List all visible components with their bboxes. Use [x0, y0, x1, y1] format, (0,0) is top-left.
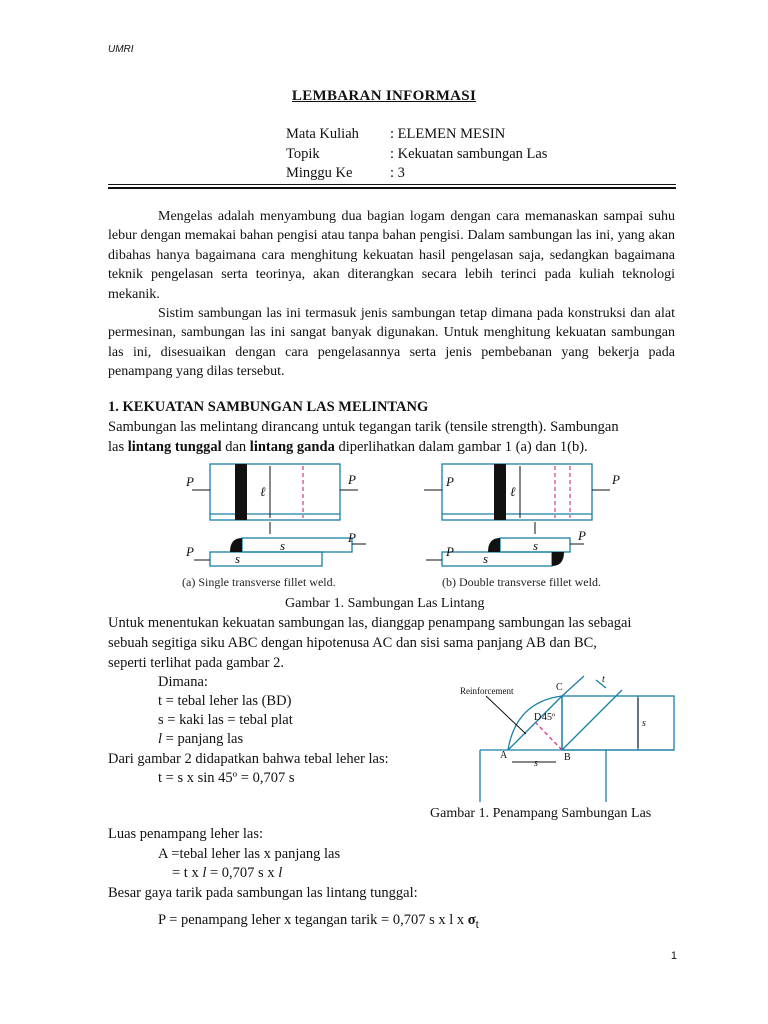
dimana-label: Dimana: [158, 674, 208, 690]
intro-paragraph-1: Mengelas adalah menyambung dua bagian logam dengan cara memanaskan sampai suhu lebur dengan memakai bahan pengisi atau tanpa bahan pengisi. Dalam sambungan las ini, yang akan dibahas hanya bagaimana cara menghitung kekuatan hasil pengelasan saja, sedangkan bagaimana teknik pengelasan serta teorinya, akan diterangkan secara lebih terinci pada kuliah teknologi mekanik. [108, 209, 675, 302]
load-label: P [578, 528, 586, 543]
size-label: s [235, 551, 241, 566]
load-label: P [186, 544, 194, 559]
figure-2-weld-cross-section [456, 674, 676, 804]
meta-row-topic [286, 146, 547, 163]
hypotenuse [508, 696, 562, 750]
leg-label: s [534, 758, 538, 769]
derived-line: Dari gambar 2 didapatkan bahwa tebal leher las: [108, 751, 389, 767]
meta-key: Topik [286, 146, 320, 162]
length-label: ℓ [510, 484, 516, 499]
load-label: P [446, 544, 454, 559]
symbol-l: l [278, 865, 283, 881]
figure-1-caption: Gambar 1. Sambungan Las Lintang [285, 596, 485, 611]
load-label: P [186, 474, 194, 489]
divider [108, 187, 676, 189]
intro-text [108, 207, 675, 382]
size-label: s [533, 538, 539, 553]
fillet-b2 [552, 552, 564, 566]
weld-bead-b [494, 464, 506, 520]
load-label: P [446, 474, 454, 489]
text-span: diperlihatkan dalam gambar 1 (a) dan 1(b). [334, 439, 588, 455]
throat-line [536, 723, 562, 750]
definition-s: s = kaki las = tebal plat [158, 712, 293, 728]
size-label: s [483, 551, 489, 566]
fillet-b1 [488, 538, 500, 552]
body-line: sebuah segitiga siku ABC dengan hipotenusa AC dan sisi sama panjang AB dan BC, [108, 635, 597, 651]
meta-row-course [286, 126, 505, 143]
area-label: Luas penampang leher las: [108, 826, 264, 842]
plate-upper-a [242, 538, 352, 552]
page-number: 1 [670, 950, 677, 962]
thickness-label: s [642, 718, 646, 729]
reinforcement-label: Reinforcement [460, 686, 514, 696]
force-label: Besar gaya tarik pada sambungan las lintang tunggal: [108, 885, 418, 901]
leader-line [486, 696, 526, 734]
intro-paragraph-2: Sistim sambungan las ini termasuk jenis sambungan tetap dimana pada konstruksi dan alat permesinan, sambungan las ini sangat banyak digunakan. Untuk menghitung kekuatan sambungan las ini, disesuaikan dengan cara pengelasannya serta jenis pembebanan yang bekerja pada penampang yang dilas tersebut. [108, 306, 675, 380]
plate-lower-a [210, 552, 322, 566]
formula-t: t = s x sin 45º = 0,707 s [158, 770, 295, 786]
text-span: P = penampang leher x tegangan tarik = 0,707 s x l x [158, 912, 468, 928]
body-line: seperti terlihat pada gambar 2. [108, 655, 284, 671]
page-title: LEMBARAN INFORMASI [291, 88, 477, 104]
area-formula-1: A =tebal leher las x panjang las [158, 846, 341, 862]
meta-key: Minggu Ke [286, 165, 353, 181]
text-span: = 0,707 s x [206, 865, 279, 881]
sigma-symbol: σ [467, 912, 476, 928]
figure-1-fillet-welds [180, 462, 630, 592]
point-c: C [556, 682, 563, 693]
meta-value: : 3 [390, 165, 405, 181]
throat-label: t [602, 674, 605, 685]
text-span: dan [221, 439, 250, 455]
sigma-subscript: t [475, 916, 480, 931]
figure-2-caption: Gambar 1. Penampang Sambungan Las [430, 806, 652, 821]
bold-term: lintang ganda [249, 439, 335, 455]
body-line: Untuk menentukan kekuatan sambungan las, dianggap penampang sambungan las sebagai [108, 615, 632, 631]
symbol-l: l [202, 865, 207, 881]
text-span: = panjang las [165, 731, 244, 747]
load-label: P [348, 472, 356, 487]
symbol-l: l [158, 731, 163, 747]
text-span: = t x [172, 865, 203, 881]
length-label: ℓ [260, 484, 266, 499]
meta-value: : Kekuatan sambungan Las [390, 146, 548, 162]
definition-t: t = tebal leher las (BD) [158, 693, 292, 709]
plate-lower-b [442, 552, 552, 566]
angle-label: 45º [542, 712, 556, 723]
point-a: A [500, 750, 508, 761]
header-org: UMRI [108, 44, 134, 55]
load-label: P [348, 530, 356, 545]
point-b: B [564, 752, 571, 763]
bold-term: lintang tunggal [127, 439, 222, 455]
section-line-2 [108, 439, 588, 456]
area-formula-2 [172, 865, 282, 882]
section-line-1: Sambungan las melintang dirancang untuk tegangan tarik (tensile strength). Sambungan [108, 419, 619, 435]
weld-bead-a [235, 464, 247, 520]
meta-row-week [286, 165, 405, 182]
load-label: P [612, 472, 620, 487]
size-label: s [280, 538, 286, 553]
plate-top-a [210, 464, 340, 520]
point-d: D [534, 712, 542, 723]
meta-key: Mata Kuliah [286, 126, 359, 142]
upper-plate [562, 696, 674, 750]
definition-l [158, 731, 243, 748]
figure-1b-label: (b) Double transverse fillet weld. [442, 575, 601, 589]
figure-1a-label: (a) Single transverse fillet weld. [182, 575, 336, 589]
meta-value: : ELEMEN MESIN [390, 126, 506, 142]
force-formula [158, 912, 479, 932]
section-heading: 1. KEKUATAN SAMBUNGAN LAS MELINTANG [108, 399, 429, 415]
divider [108, 184, 676, 185]
text-span: las [108, 439, 128, 455]
fillet-a [230, 538, 242, 552]
